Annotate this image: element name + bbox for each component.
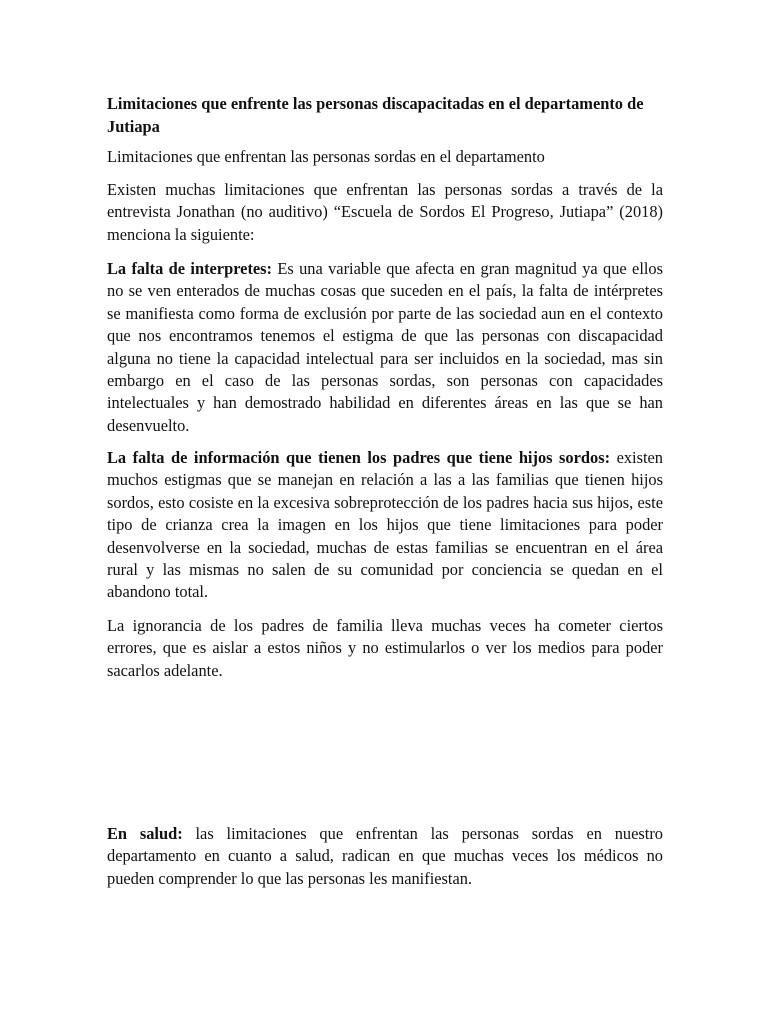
document-title: Limitaciones que enfrente las personas discapacitadas en el departamento de Jutiapa	[107, 94, 644, 136]
paragraph-en-salud	[107, 823, 663, 890]
paragraph-term: En salud:	[107, 824, 183, 843]
section-subtitle: Limitaciones que enfrentan las personas sordas en el departamento	[107, 147, 545, 166]
paragraph-body: Es una variable que afecta en gran magnitud ya que ellos no se ven enterados de muchas cosas que suceden en el país, la falta de intérpretes se manifiesta como forma de exclusión por parte de las sociedad aun en el contexto que nos encontramos tenemos el estigma de que las personas con discapacidad alguna no tiene la capacidad intelectual para ser incluidos en la sociedad, mas sin embargo en el caso de las personas sordas, son personas con capacidades intelectuales y han demostrado habilidad en diferentes áreas en las que se han desenvuelto.	[107, 259, 663, 435]
paragraph-falta-informacion	[107, 447, 663, 604]
intro-paragraph: Existen muchas limitaciones que enfrentan las personas sordas a través de la entrevista Jonathan (no auditivo) “Escuela de Sordos El Progreso, Jutiapa” (2018) menciona la siguiente:	[107, 180, 663, 244]
paragraph-term: La falta de información que tienen los padres que tiene hijos sordos:	[107, 448, 611, 467]
paragraph-term: La falta de interpretes:	[107, 259, 273, 278]
paragraph-body: las limitaciones que enfrentan las personas sordas en nuestro departamento en cuanto a salud, radican en que muchas veces los médicos no pueden comprender lo que las personas les manifiestan.	[107, 824, 663, 888]
paragraph-ignorancia: La ignorancia de los padres de familia lleva muchas veces ha cometer ciertos errores, que es aislar a estos niños y no estimularlos o ver los medios para poder sacarlos adelante.	[107, 616, 663, 680]
paragraph-falta-interpretes	[107, 258, 663, 437]
paragraph-body: existen muchos estigmas que se manejan en relación a las a las familias que tienen hijos sordos, esto cosiste en la excesiva sobreprotección de los padres hacia sus hijos, este tipo de crianza crea la imagen en los hijos que tiene limitaciones para poder desenvolverse en la sociedad, muchas de estas familias se encuentran en el área rural y las mismas no salen de su comunidad por conciencia se quedan en el abandono total.	[107, 448, 663, 602]
